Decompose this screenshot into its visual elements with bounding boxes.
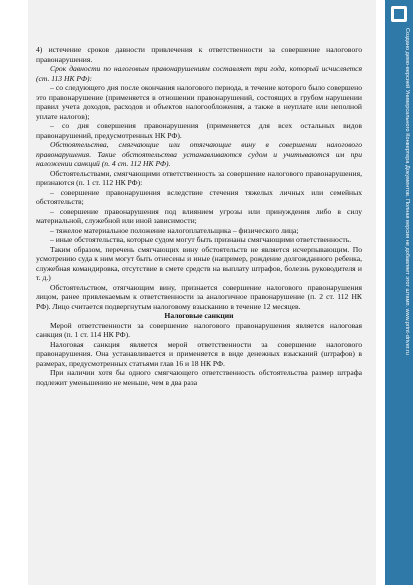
paragraph-7: – совершение правонарушения вследствие стечения тяжелых личных или семейных обстоятельств; bbox=[36, 187, 362, 206]
converter-logo-icon bbox=[391, 6, 407, 22]
paragraph-5: Обстоятельства, смягчающие или отягчающие вину в совершении налогового правонарушения. Такие обстоятельства устанавливаются судом и учитываются им при наложении санкций (п. 4 ст. 112 НК РФ). bbox=[36, 140, 362, 168]
paragraph-3: – со следующего дня после окончания налогового периода, в течение которого было совершено это правонарушение (применяется в отношении правонарушений, состоящих в грубом нарушении правил учета доходов, расходов и объектов налогообложения, а также в неуплате или неполной уплате налогов); bbox=[36, 83, 362, 121]
watermark-note: Создано демо-версией Универсального Конвертера Документов. Полная версия не добавляет этот штамп. www.print-driver.ru bbox=[404, 28, 410, 355]
paragraph-8: – совершение правонарушения под влиянием угрозы или принуждения либо в силу материальной, служебной или иной зависимости; bbox=[36, 206, 362, 225]
paragraph-16: При наличии хотя бы одного смягчающего ответственность обстоятельства размер штрафа подлежит уменьшению не меньше, чем в два раза bbox=[36, 368, 362, 387]
document-body bbox=[36, 45, 362, 387]
watermark-sidebar bbox=[385, 0, 413, 585]
paragraph-2: Срок давности по налоговым правонарушениям составляет три года, который исчисляется (ст. 113 НК РФ): bbox=[36, 64, 362, 83]
paragraph-6: Обстоятельствами, смягчающими ответственность за совершение налогового правонарушения, признаются (п. 1 ст. 112 НК РФ): bbox=[36, 168, 362, 187]
paragraph-15: Налоговая санкция является мерой ответственности за совершение налогового правонарушения. Она устанавливается и применяется в виде денежных взысканий (штрафов) в размерах, предусмотренных статьями глав 16 и 18 НК РФ. bbox=[36, 339, 362, 368]
section-heading: Налоговые санкции bbox=[164, 311, 234, 320]
paragraph-9: – тяжелое материальное положение налогоплательщика – физического лица; bbox=[50, 225, 299, 235]
paragraph-12: Обстоятельством, отягчающим вину, признается совершение налогового правонарушения лицом, ранее привлекаемым к ответственности за аналогичное правонарушение (п. 2 ст. 112 НК РФ). Лицо считается подвергнутым налоговому взысканию в течение 12 месяцев. bbox=[36, 282, 362, 311]
paragraph-10: – иные обстоятельства, которые судом могут быть признаны смягчающими ответственность. bbox=[50, 235, 352, 244]
paragraph-4: – со дня совершения правонарушения (применяется для всех остальных видов правонарушений, предусмотренных НК РФ). bbox=[36, 121, 362, 140]
paragraph-1: 4) истечение сроков давности привлечения к ответственности за совершение налогового правонарушения. bbox=[36, 45, 362, 64]
paragraph-11: Таким образом, перечень смягчающих вину обстоятельств не является исчерпывающим. По усмотрению суда к ним могут быть отнесены и иные (например, рождение долгожданного ребенка, служебная командировка, отсутствие в смете средств на выплату штрафов, болезнь руководителя и т. д.) bbox=[36, 244, 362, 282]
paragraph-14: Мерой ответственности за совершение налогового правонарушения является налоговая санкция (п. 1 ст. 114 НК РФ). bbox=[36, 320, 362, 339]
